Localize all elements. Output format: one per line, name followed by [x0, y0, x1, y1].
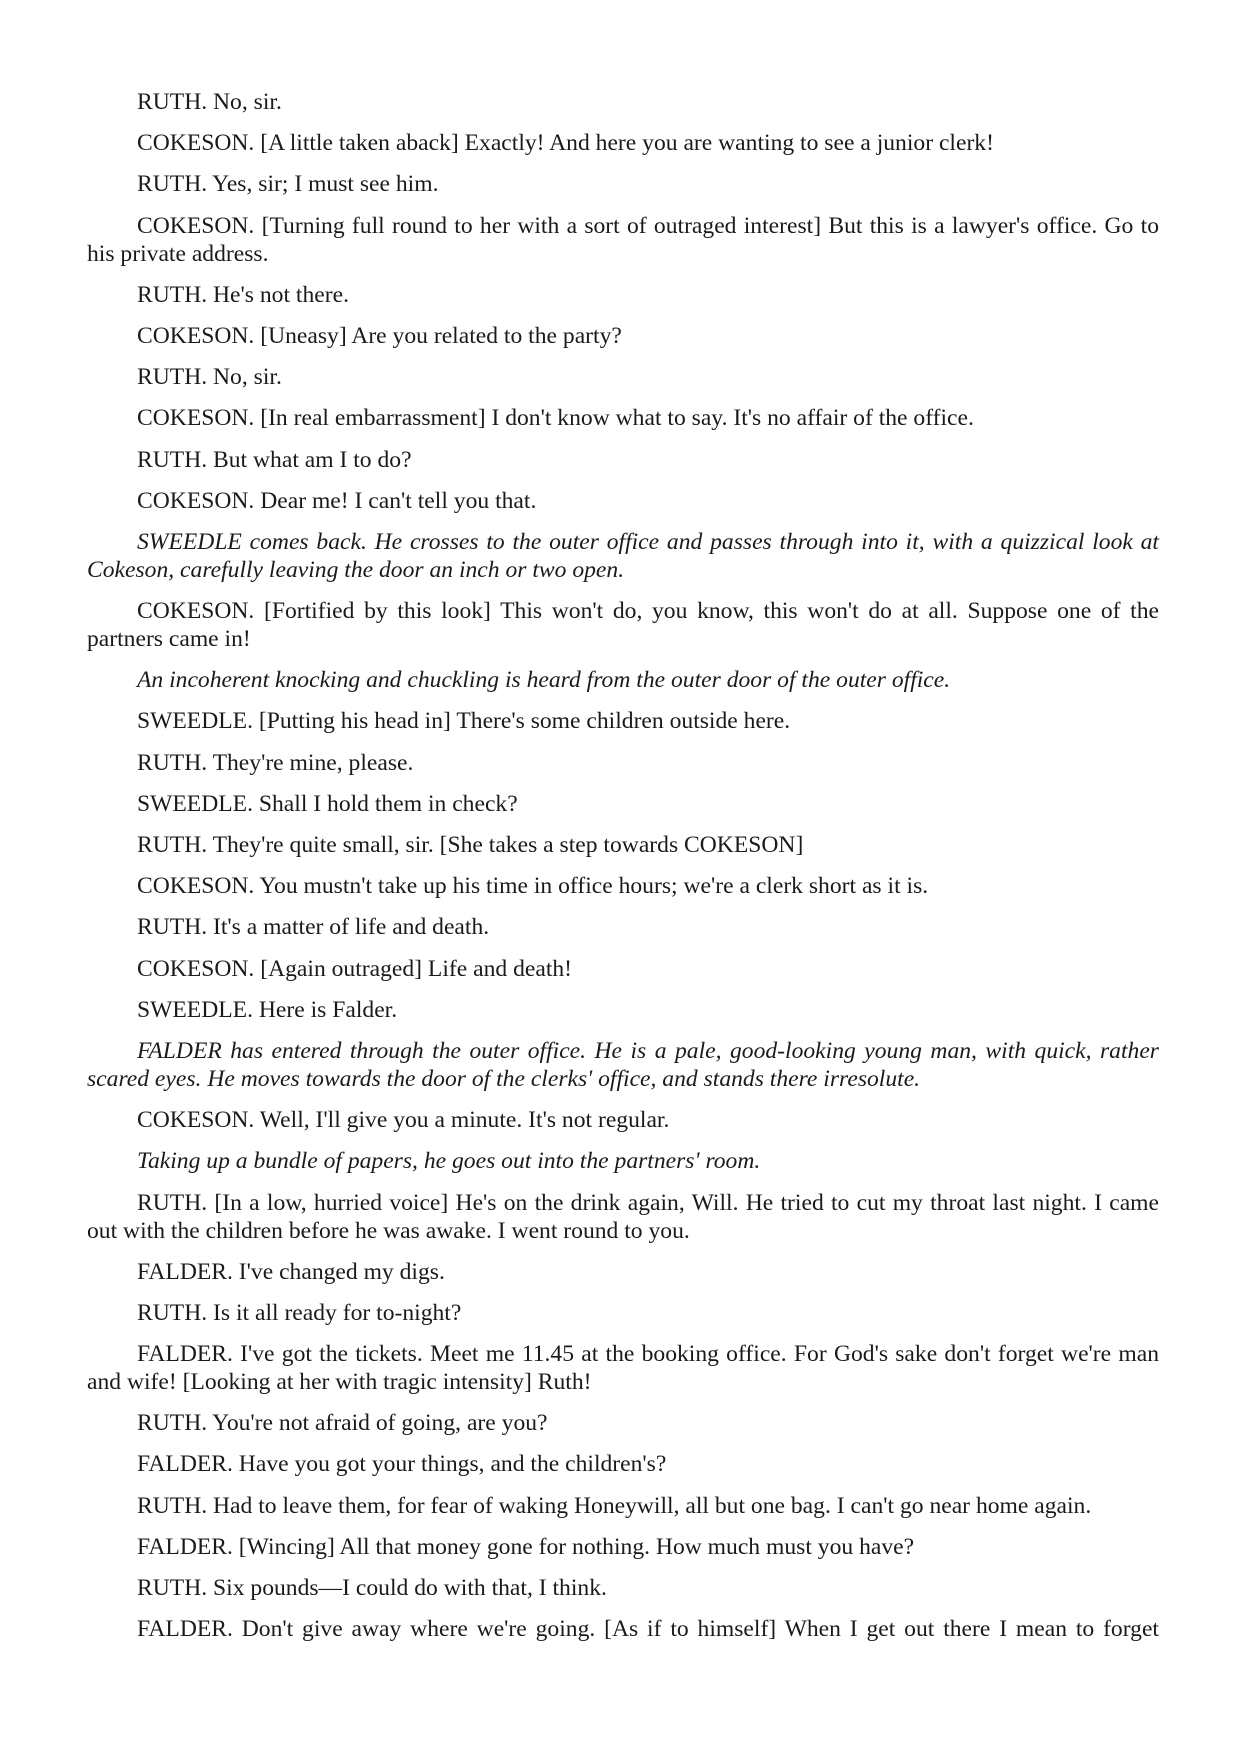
- dialogue-line: FALDER. I've changed my digs.: [137, 1258, 445, 1285]
- dialogue-line: COKESON. [Again outraged] Life and death!: [137, 955, 573, 982]
- dialogue-line: RUTH. Had to leave them, for fear of waking Honeywill, all but one bag. I can't go near home again.: [137, 1492, 1092, 1519]
- stage-direction: FALDER has entered through the outer office. He is a pale, good-looking young man, with quick, rather scared eyes. He moves towards the door of the clerks' office, and stands there irresolute.: [87, 1037, 1159, 1092]
- script-page: [87, 88, 1159, 1656]
- dialogue-line: FALDER. Don't give away where we're going. [As if to himself] When I get out there I mean to forget: [137, 1616, 1159, 1643]
- dialogue-line: SWEEDLE. [Putting his head in] There's some children outside here.: [137, 708, 791, 735]
- dialogue-line: COKESON. [Turning full round to her with a sort of outraged interest] But this is a lawyer's office. Go to his private address.: [87, 212, 1159, 267]
- dialogue-line: RUTH. But what am I to do?: [137, 446, 412, 473]
- dialogue-line: COKESON. Well, I'll give you a minute. It's not regular.: [137, 1107, 670, 1134]
- stage-direction: SWEEDLE comes back. He crosses to the outer office and passes through into it, with a quizzical look at Cokeson, carefully leaving the door an inch or two open.: [87, 528, 1159, 583]
- dialogue-line: FALDER. Have you got your things, and the children's?: [137, 1451, 667, 1478]
- dialogue-line: RUTH. It's a matter of life and death.: [137, 914, 490, 941]
- dialogue-line: RUTH. Six pounds—I could do with that, I think.: [137, 1575, 607, 1601]
- dialogue-line: COKESON. [A little taken aback] Exactly! And here you are wanting to see a junior clerk!: [137, 130, 994, 157]
- dialogue-line: COKESON. You mustn't take up his time in office hours; we're a clerk short as it is.: [137, 873, 929, 900]
- stage-direction: An incoherent knocking and chuckling is heard from the outer door of the outer office.: [137, 667, 951, 694]
- dialogue-line: COKESON. [In real embarrassment] I don't know what to say. It's no affair of the office.: [137, 405, 974, 432]
- dialogue-line: RUTH. You're not afraid of going, are you?: [137, 1410, 548, 1437]
- dialogue-line: SWEEDLE. Shall I hold them in check?: [137, 790, 518, 817]
- dialogue-line: RUTH. No, sir.: [137, 364, 282, 391]
- dialogue-line: FALDER. [Wincing] All that money gone for nothing. How much must you have?: [137, 1533, 915, 1560]
- dialogue-line: COKESON. [Fortified by this look] This won't do, you know, this won't do at all. Suppose one of the partners came in!: [87, 598, 1159, 653]
- dialogue-line: COKESON. Dear me! I can't tell you that.: [137, 487, 537, 514]
- dialogue-line: COKESON. [Uneasy] Are you related to the party?: [137, 322, 622, 349]
- dialogue-line: SWEEDLE. Here is Falder.: [137, 996, 398, 1023]
- dialogue-line: RUTH. They're mine, please.: [137, 749, 414, 776]
- dialogue-line: RUTH. They're quite small, sir. [She takes a step towards COKESON]: [137, 832, 804, 858]
- dialogue-line: RUTH. [In a low, hurried voice] He's on the drink again, Will. He tried to cut my throat last night. I came out with the children before he was awake. I went round to you.: [87, 1189, 1159, 1244]
- dialogue-line: RUTH. Yes, sir; I must see him.: [137, 171, 439, 198]
- stage-direction: Taking up a bundle of papers, he goes out into the partners' room.: [137, 1148, 761, 1175]
- dialogue-line: FALDER. I've got the tickets. Meet me 11.45 at the booking office. For God's sake don't forget we're man and wife! [Looking at her with tragic intensity] Ruth!: [87, 1341, 1159, 1396]
- dialogue-line: RUTH. He's not there.: [137, 281, 349, 308]
- dialogue-line: RUTH. Is it all ready for to-night?: [137, 1299, 462, 1326]
- dialogue-line: RUTH. No, sir.: [137, 89, 282, 115]
